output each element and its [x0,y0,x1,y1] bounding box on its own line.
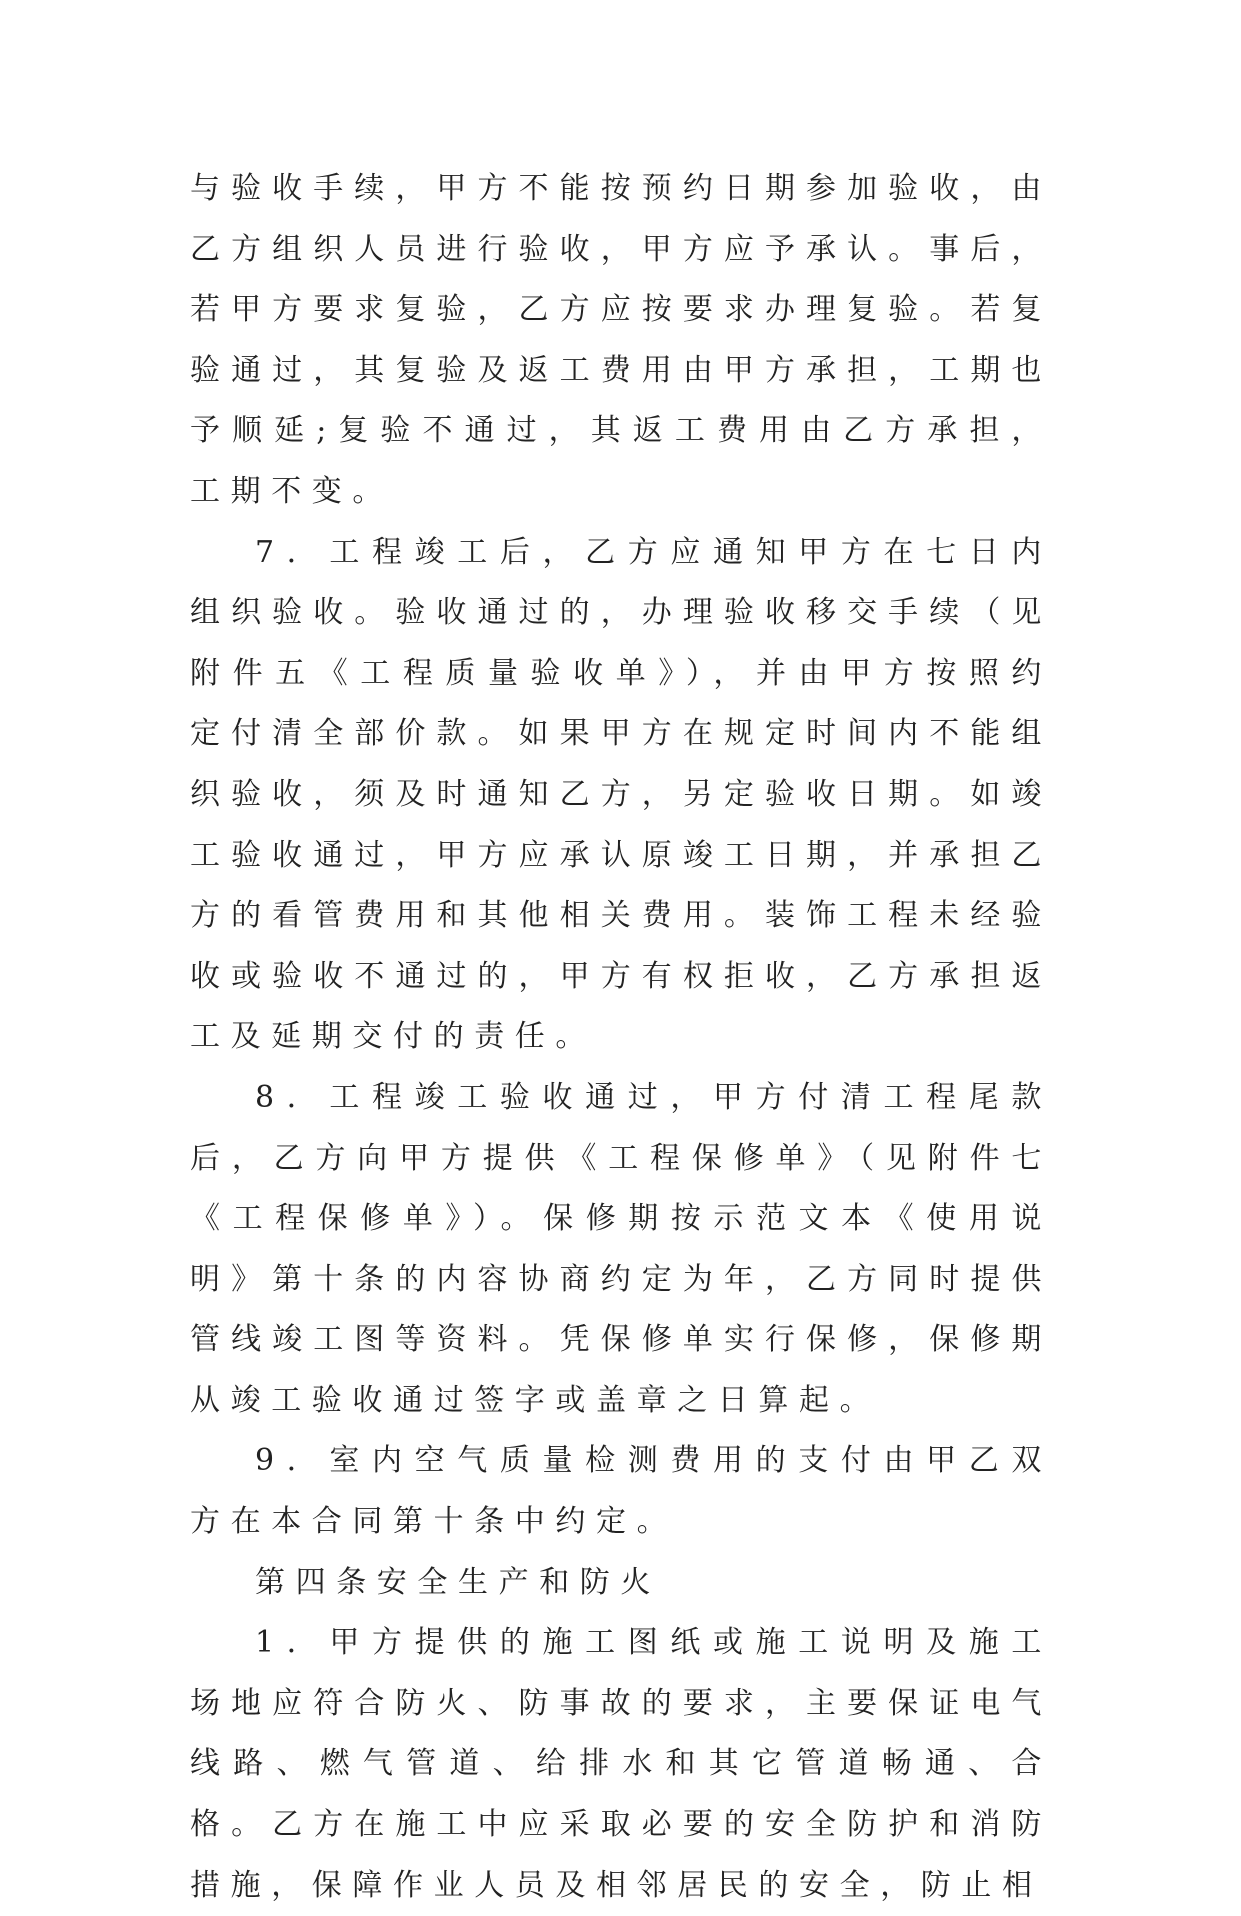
paragraph-article-4-item-1: 1．甲方提供的施工图纸或施工说明及施工场地应符合防火、防事故的要求，主要保证电气线路、燃气管道、给排水和其它管道畅通、合格。乙方在施工中应采取必要的安全防护和消防措施，保障作业人员及相邻居民的安全，防止相 [190,1625,1052,1903]
paragraph-item-7: 7．工程竣工后，乙方应通知甲方在七日内组织验收。验收通过的，办理验收移交手续（见附件五《工程质量验收单》），并由甲方按照约定付清全部价款。如果甲方在规定时间内不能组织验收，须及时通知乙方，另定验收日期。如竣工验收通过，甲方应承认原竣工日期，并承担乙方的看管费用和其他相关费用。装饰工程未经验收或验收不通过的，甲方有权拒收，乙方承担返工及延期交付的责任。 [190,534,1052,1055]
document-body [190,159,1052,1916]
paragraph-item-8: 8．工程竣工验收通过，甲方付清工程尾款后，乙方向甲方提供《工程保修单》（见附件七《工程保修单》）。保修期按示范文本《使用说明》第十条的内容协商约定为年，乙方同时提供管线竣工图等资料。凭保修单实行保修，保修期从竣工验收通过签字或盖章之日算起。 [190,1079,1052,1418]
paragraph-item-9: 9．室内空气质量检测费用的支付由甲乙双方在本合同第十条中约定。 [190,1443,1052,1540]
paragraph-acceptance-continued: 与验收手续，甲方不能按预约日期参加验收，由乙方组织人员进行验收，甲方应予承认。事后，若甲方要求复验，乙方应按要求办理复验。若复验通过，其复验及返工费用由甲方承担，工期也予顺延;复验不通过，其返工费用由乙方承担，工期不变。 [190,171,1052,509]
section-heading-article-4: 第四条安全生产和防火 [255,1564,661,1600]
